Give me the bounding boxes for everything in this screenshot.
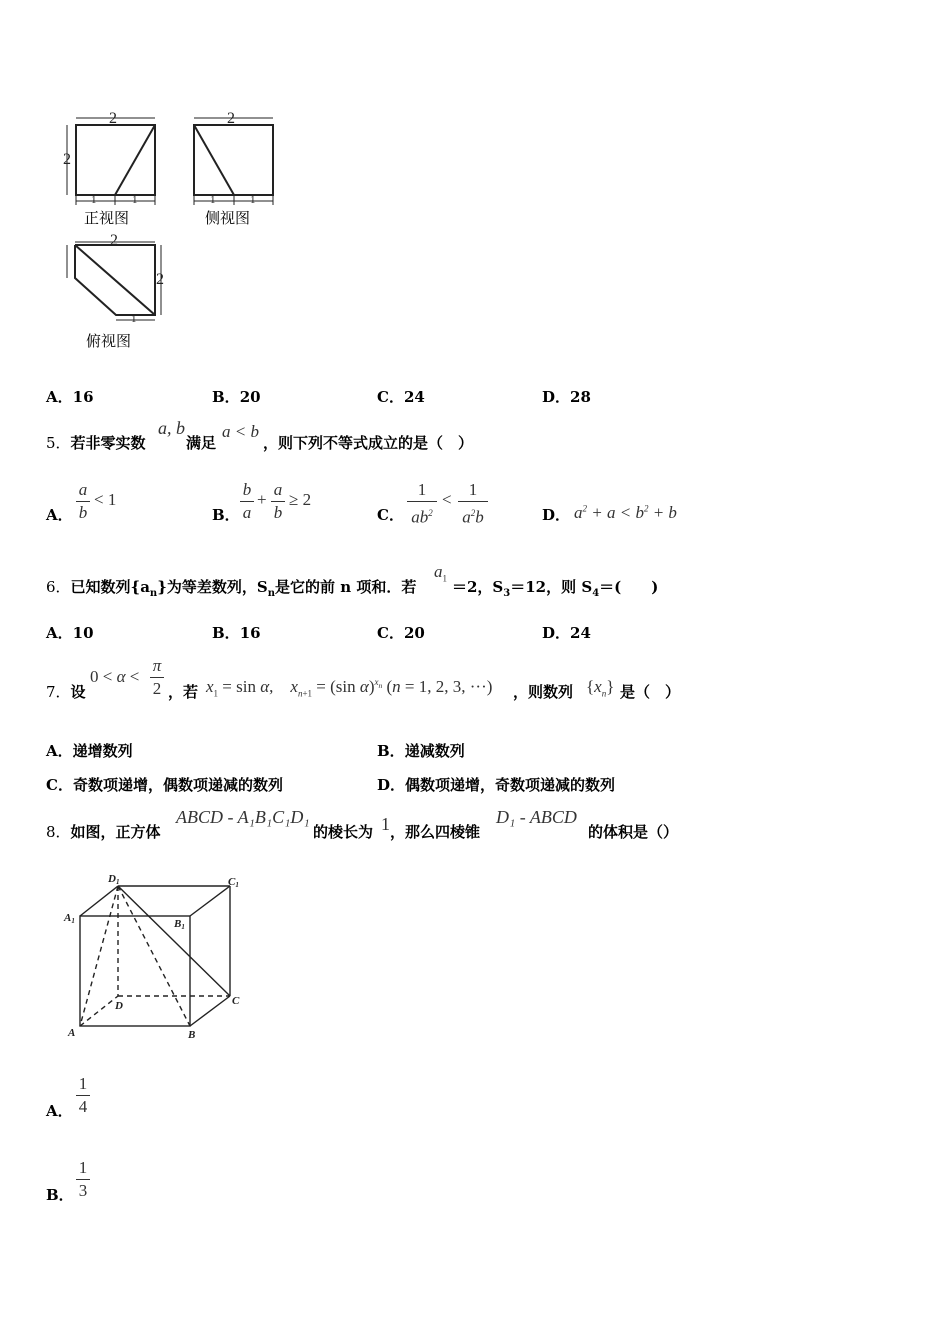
q4-option-a[interactable]: A．16	[46, 388, 94, 406]
q5-stem: 5．若非零实数	[46, 434, 146, 452]
svg-text:D1: D1	[108, 873, 120, 886]
top-view-caption: 俯视图	[86, 332, 132, 350]
svg-text:C: C	[232, 995, 240, 1007]
cube-figure	[60, 868, 250, 1048]
q6-stem: 6．已知数列$\{a_n\}$为等差数列，$S_n$是它的前 n 项和．若	[46, 578, 417, 599]
q5-a-fraction: a b	[76, 480, 90, 523]
svg-text:1: 1	[250, 194, 256, 206]
q4-option-c[interactable]: C．24	[377, 388, 425, 406]
q5-b-frac1: b a	[240, 480, 254, 523]
q7-option-d[interactable]: D．偶数项递增，奇数项递减的数列	[377, 776, 616, 794]
q5-option-d[interactable]: D．	[542, 506, 571, 524]
q7-option-c[interactable]: C．奇数项递增，偶数项递减的数列	[46, 776, 283, 794]
q6-stem-tail: ＝2，$S_3=12$，则 $S_4=$( )	[452, 578, 659, 599]
svg-text:2: 2	[156, 271, 164, 288]
q7-text3: ，则数列	[513, 683, 574, 701]
q5-b-rhs: ≥ 2	[289, 490, 312, 509]
q7-option-b[interactable]: B．递减数列	[377, 742, 465, 760]
q4-option-b[interactable]: B．20	[212, 388, 261, 406]
q5-b-plus: +	[257, 490, 267, 509]
q8-text4: 的体积是（）	[588, 823, 679, 841]
svg-text:2: 2	[227, 110, 235, 127]
q7-option-a[interactable]: A．递增数列	[46, 742, 133, 760]
svg-text:2: 2	[110, 232, 118, 249]
q5-c-frac1: 1 $ab^2$	[407, 480, 437, 528]
q5-text3: ，则下列不等式成立的是（ ）	[263, 434, 474, 452]
svg-text:2: 2	[63, 151, 71, 168]
q7-text4: 是（ ）	[620, 683, 681, 701]
svg-text:C1: C1	[228, 876, 239, 889]
q7-range: 0 < α <	[90, 667, 140, 686]
q6-option-a[interactable]: A．10	[46, 624, 94, 642]
q5-option-a[interactable]: A．	[46, 506, 73, 524]
q7-pi-over-2: π 2	[150, 656, 164, 699]
q7-sequence-def: $x_1 = \sin \alpha$, $x_{n+1} = (\sin$ α)$^{x_n}$ (n = 1, 2, 3, ···)	[206, 677, 493, 699]
svg-text:A1: A1	[64, 912, 75, 925]
q5-d-expr: $a^2 + a < b^2 + b$	[574, 503, 677, 522]
q6-option-b[interactable]: B．16	[212, 624, 261, 642]
q5-a-rhs: < 1	[94, 490, 117, 509]
q7-text2: ，若	[168, 683, 199, 701]
svg-text:B: B	[188, 1029, 196, 1041]
q5-c-lt: <	[442, 490, 452, 509]
svg-text:D: D	[115, 1000, 123, 1012]
q4-option-d[interactable]: D．28	[542, 388, 591, 406]
q8-cube-name: ABCD - A₁B₁C₁D₁	[176, 807, 310, 827]
q5-c-frac2: 1 $a^2b$	[458, 480, 488, 528]
q5-var-ab: a, b	[158, 418, 185, 438]
q5-b-frac2: a b	[271, 480, 285, 523]
side-view-caption: 侧视图	[205, 209, 251, 227]
q8-text3: ，那么四棱锥	[390, 823, 481, 841]
q8-option-b[interactable]: B．	[46, 1186, 74, 1204]
svg-text:1: 1	[132, 194, 138, 206]
q5-text2: 满足	[186, 434, 217, 452]
q8-b-fraction: 1 3	[76, 1158, 90, 1201]
svg-text:2: 2	[109, 110, 117, 127]
front-view-caption: 正视图	[84, 209, 130, 227]
svg-text:B1: B1	[174, 918, 185, 931]
svg-text:1: 1	[91, 194, 97, 206]
q6-option-d[interactable]: D．24	[542, 624, 591, 642]
q8-edge: 1	[381, 814, 390, 834]
svg-text:1: 1	[210, 194, 216, 206]
q8-a-fraction: 1 4	[76, 1074, 90, 1117]
three-view-figure	[55, 108, 295, 358]
q8-option-a[interactable]: A．	[46, 1102, 73, 1120]
q7-seq-xn: $\{x_n\}$	[586, 677, 615, 699]
q8-pyramid: D₁ - ABCD	[496, 807, 577, 827]
q5-condition: a < b	[222, 422, 259, 441]
q8-stem-start: 8．如图，正方体	[46, 823, 161, 841]
q7-stem-start: 7．设	[46, 683, 86, 701]
q6-option-c[interactable]: C．20	[377, 624, 425, 642]
svg-text:A: A	[68, 1027, 76, 1039]
svg-text:1: 1	[131, 313, 137, 325]
q5-option-c[interactable]: C．	[377, 506, 404, 524]
q8-text2: 的棱长为	[313, 823, 374, 841]
q6-a1: $a_1$	[434, 562, 447, 584]
q5-option-b[interactable]: B．	[212, 506, 240, 524]
